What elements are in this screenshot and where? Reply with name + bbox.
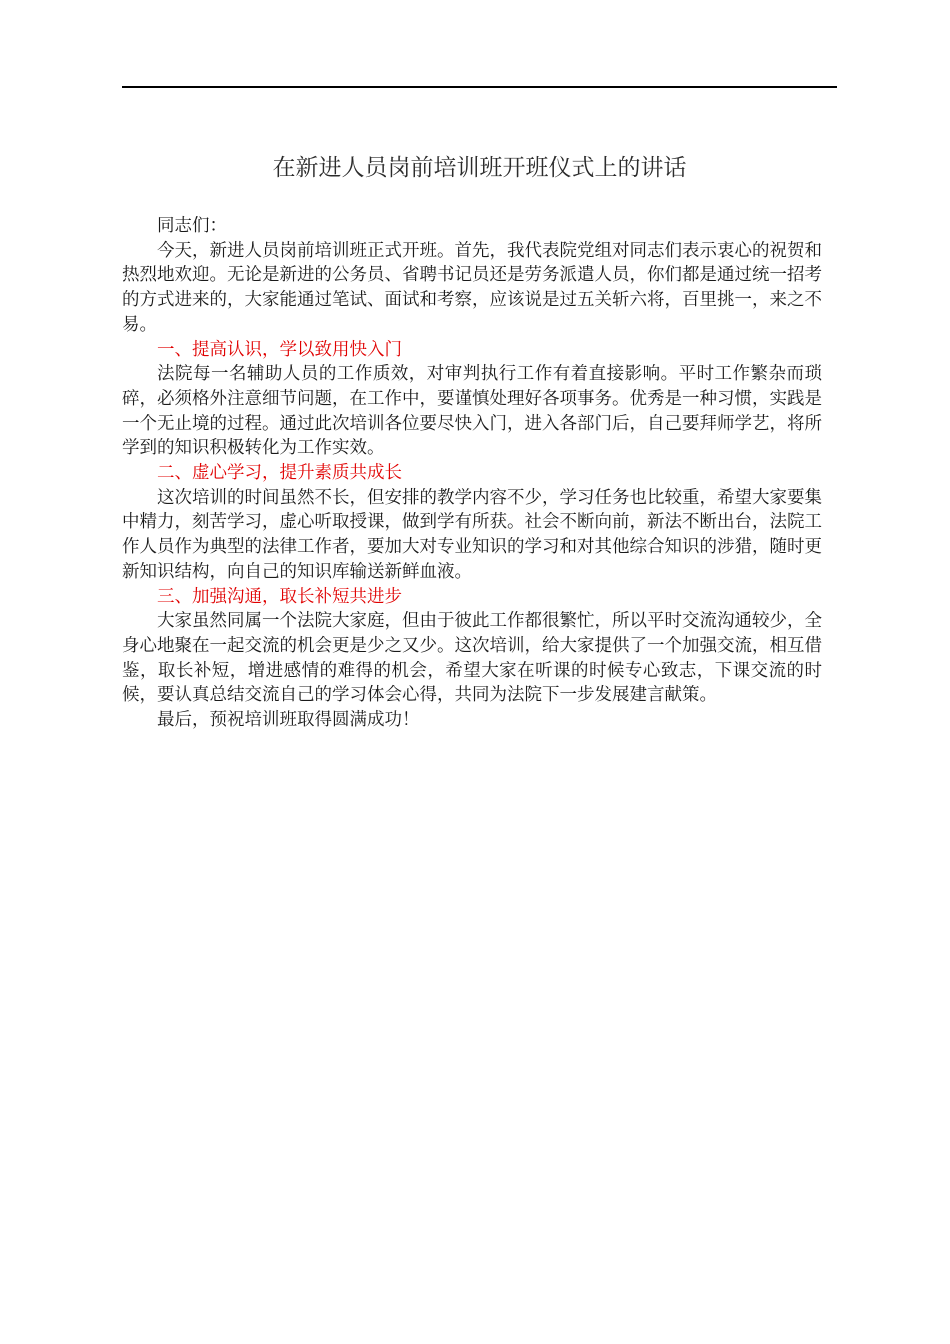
intro-paragraph: 今天，新进人员岗前培训班正式开班。首先，我代表院党组对同志们表示衷心的祝贺和热烈地欢迎。无论是新进的公务员、省聘书记员还是劳务派遣人员，你们都是通过统一招考的方式进来的，大家能通过笔试、面试和考察，应该说是过五关斩六将，百里挑一，来之不易。	[122, 240, 822, 335]
header-rule	[122, 86, 837, 88]
closing-paragraph: 最后，预祝培训班取得圆满成功！	[157, 710, 420, 731]
document-title: 在新进人员岗前培训班开班仪式上的讲话	[272, 155, 687, 181]
section-paragraph-1: 法院每一名辅助人员的工作质效，对审判执行工作有着直接影响。平时工作繁杂而琐碎，必须格外注意细节问题，在工作中，要谨慎处理好各项事务。优秀是一种习惯，实践是一个无止境的过程。通过此次培训各位要尽快入门，进入各部门后，自己要拜师学艺，将所学到的知识积极转化为工作实效。	[122, 364, 822, 459]
section-heading-3: 三、加强沟通，取长补短共进步	[157, 586, 402, 607]
section-paragraph-2: 这次培训的时间虽然不长，但安排的教学内容不少，学习任务也比较重，希望大家要集中精力，刻苦学习，虚心听取授课，做到学有所获。社会不断向前，新法不断出台，法院工作人员作为典型的法律工作者，要加大对专业知识的学习和对其他综合知识的涉猎，随时更新知识结构，向自己的知识库输送新鲜血液。	[122, 487, 822, 582]
section-heading-1: 一、提高认识，学以致用快入门	[157, 339, 402, 360]
section-heading-2: 二、虚心学习，提升素质共成长	[157, 463, 402, 484]
document-body	[122, 214, 822, 733]
section-paragraph-3: 大家虽然同属一个法院大家庭，但由于彼此工作都很繁忙，所以平时交流沟通较少，全身心地聚在一起交流的机会更是少之又少。这次培训，给大家提供了一个加强交流，相互借鉴，取长补短，增进感情的难得的机会，希望大家在听课的时候专心致志，下课交流的时候，要认真总结交流自己的学习体会心得，共同为法院下一步发展建言献策。	[122, 611, 822, 706]
salutation: 同志们：	[157, 216, 227, 236]
